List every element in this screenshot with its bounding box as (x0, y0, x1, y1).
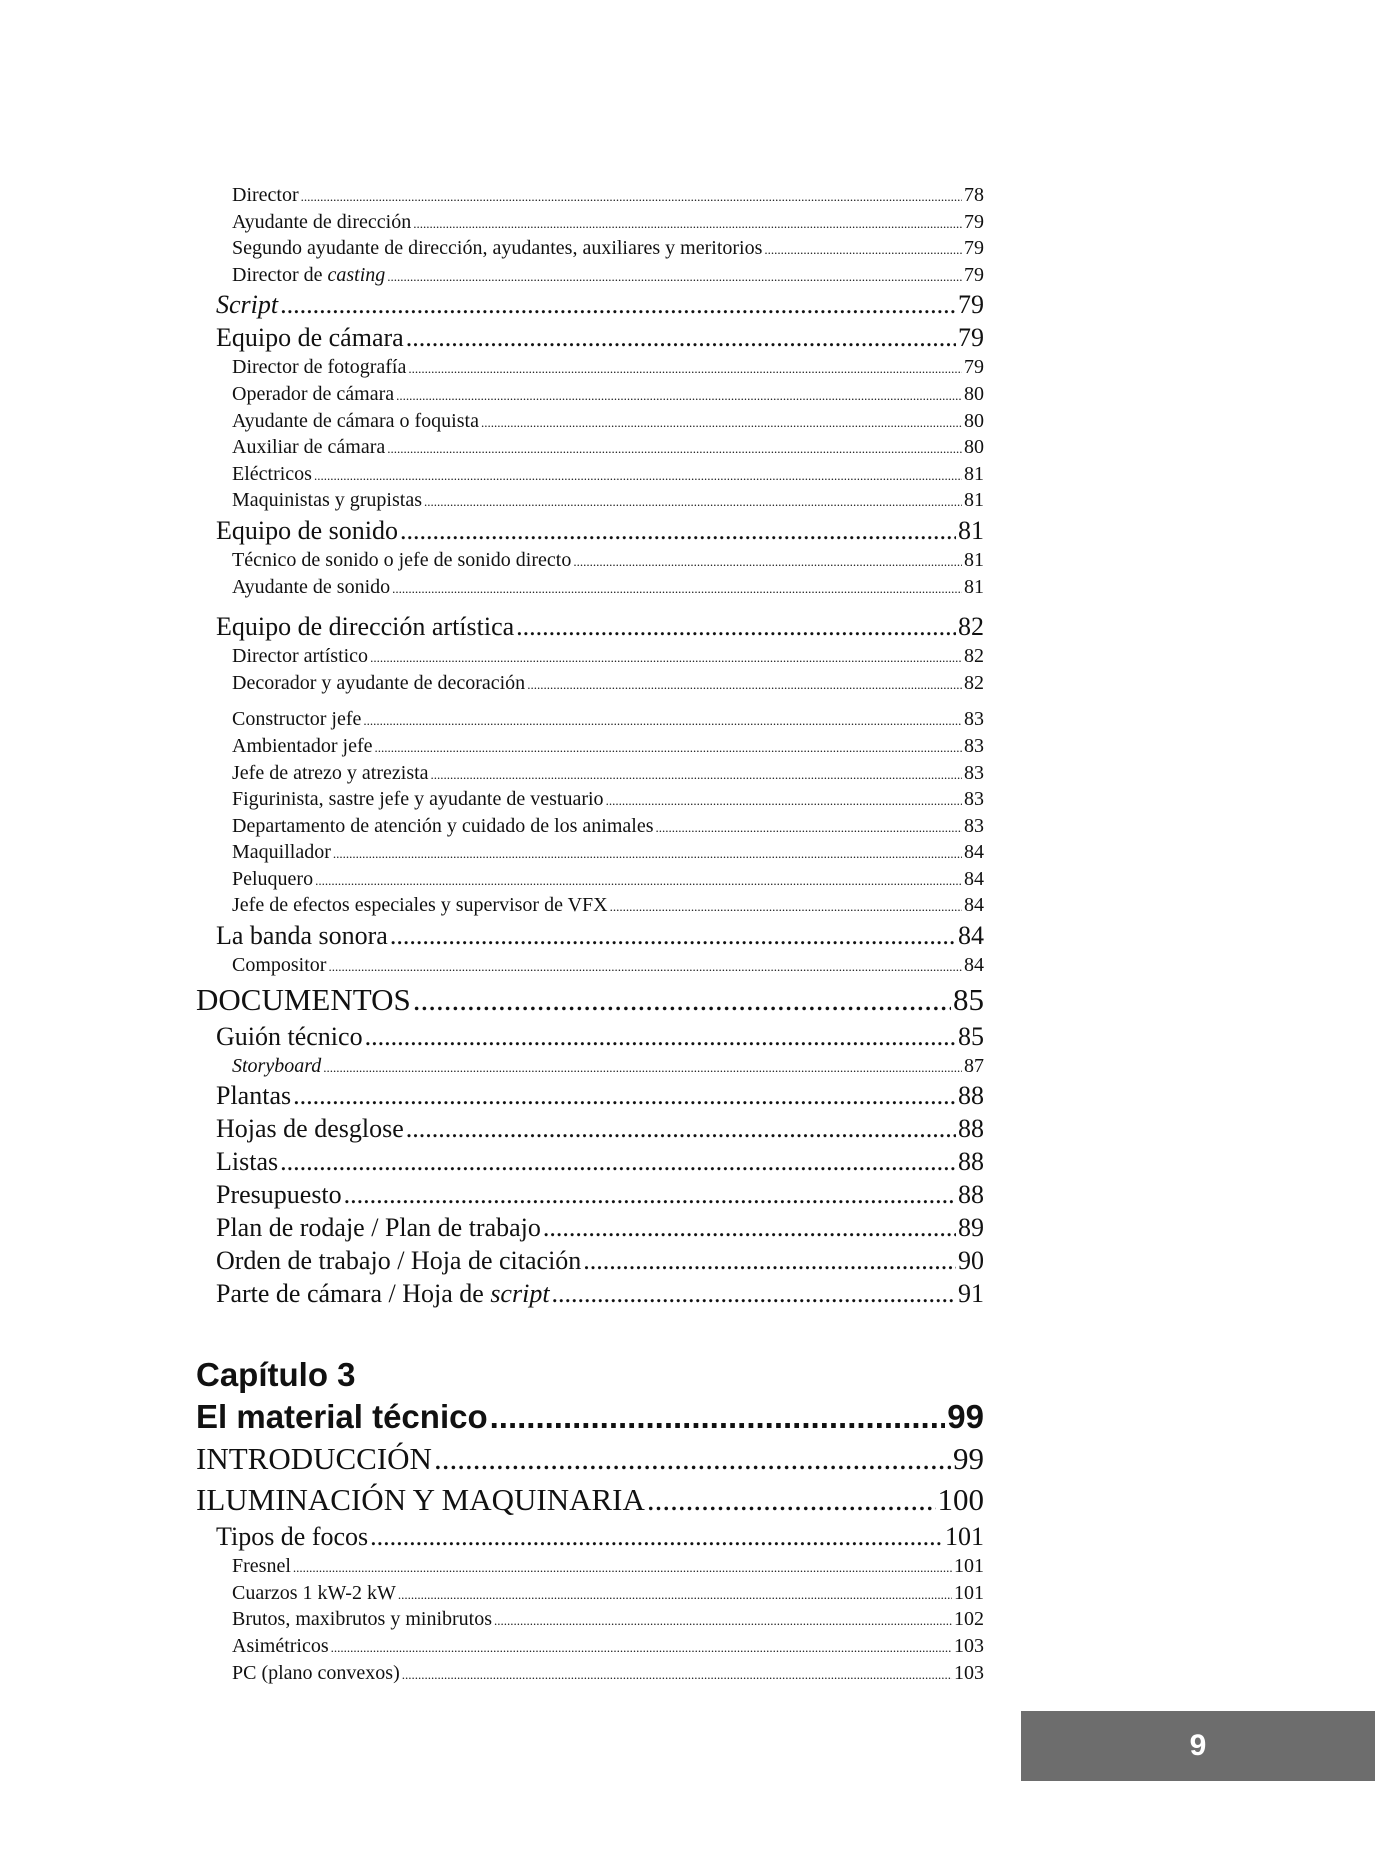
toc-entry-level-3[interactable] (196, 461, 984, 488)
toc-entry-title (216, 1277, 550, 1310)
toc-entry-page: 87 (964, 1054, 984, 1077)
toc-entry-level-2[interactable] (196, 919, 984, 952)
toc-leader-dots (314, 463, 962, 490)
toc-entry-page: 84 (958, 921, 984, 951)
toc-entry-title (216, 288, 278, 321)
toc-leader-dots (333, 841, 962, 868)
toc-entry-level-2[interactable] (196, 1020, 984, 1053)
toc-entry-level-3[interactable] (196, 381, 984, 408)
toc-leader-dots (583, 1244, 956, 1277)
toc-entry-title: INTRODUCCIÓN (196, 1441, 432, 1477)
toc-entry-page: 79 (958, 323, 984, 353)
toc-entry-page: 90 (958, 1246, 984, 1276)
toc-entry-page: 80 (964, 409, 984, 432)
toc-leader-dots (413, 211, 962, 238)
page-number-tab (1021, 1711, 1375, 1781)
toc-leader-dots (434, 1438, 951, 1479)
toc-leader-dots (387, 436, 962, 463)
toc-entry-page: 80 (964, 382, 984, 405)
toc-entry-title: Decorador y ayudante de decoración (232, 671, 526, 694)
toc-leader-dots (406, 1112, 956, 1145)
toc-entry-title: Ayudante de sonido (232, 575, 391, 598)
toc-entry-level-3[interactable] (196, 354, 984, 381)
toc-entry-title: Brutos, maxibrutos y minibrutos (232, 1608, 492, 1631)
toc-entry-title-plain: Director de (232, 263, 328, 286)
toc-entry-page: 88 (958, 1180, 984, 1210)
toc-entry-title: Director (232, 184, 299, 206)
toc-entry-page: 88 (958, 1147, 984, 1177)
toc-entry-page: 103 (954, 1661, 984, 1684)
toc-entry-level-2[interactable] (196, 321, 984, 354)
toc-leader-dots (398, 1582, 952, 1609)
toc-entry-title: Equipo de dirección artística (216, 612, 515, 642)
toc-entry-level-3[interactable] (196, 1553, 984, 1580)
toc-entry-level-2[interactable] (196, 1112, 984, 1145)
toc-entry-title: Constructor jefe (232, 708, 362, 731)
toc-entry-title: La banda sonora (216, 921, 388, 951)
toc-leader-dots (390, 919, 956, 952)
toc-entry-title-italic: Storyboard (232, 1054, 322, 1077)
toc-entry-level-3[interactable] (196, 1633, 984, 1660)
toc-entry-title: Operador de cámara (232, 382, 395, 405)
toc-entry-page: 85 (953, 981, 984, 1017)
toc-entry-level-3[interactable] (196, 706, 984, 733)
toc-entry-level-3[interactable] (196, 670, 984, 697)
toc-entry-page: 84 (964, 867, 984, 890)
toc-entry-title: DOCUMENTOS (196, 981, 411, 1017)
toc-entry-level-2[interactable] (196, 288, 984, 321)
toc-entry-page: 102 (954, 1608, 984, 1631)
toc-leader-dots (365, 1020, 956, 1053)
toc-entry-level-3[interactable] (196, 952, 984, 979)
toc-entry-level-3[interactable] (196, 1580, 984, 1607)
toc-leader-dots (527, 672, 962, 699)
toc-entry-title: Presupuesto (216, 1180, 342, 1210)
toc-leader-dots (323, 1055, 962, 1082)
toc-entry-title: Hojas de desglose (216, 1114, 404, 1144)
toc-leader-dots (573, 549, 962, 576)
toc-entry-level-3[interactable] (196, 1660, 984, 1687)
toc-entry-title-italic: script (490, 1279, 550, 1309)
toc-leader-dots (413, 979, 951, 1020)
toc-entry-page: 81 (964, 575, 984, 598)
toc-leader-dots (424, 489, 962, 516)
toc-entry-title: Segundo ayudante de dirección, ayudantes, auxiliares y meritorios (232, 237, 763, 260)
toc-entry-title: Peluquero (232, 867, 314, 890)
toc-entry-level-3[interactable] (196, 182, 984, 209)
toc-entry-level-2[interactable] (196, 1244, 984, 1277)
toc-entry-title (232, 1053, 321, 1080)
toc-entry-page: 82 (964, 645, 984, 668)
toc-entry-page: 79 (964, 210, 984, 233)
toc-entry-title (232, 262, 385, 289)
toc-entry-page: 88 (958, 1081, 984, 1111)
toc-entry-chapter-title[interactable] (196, 1396, 984, 1438)
toc-leader-dots (656, 815, 962, 842)
toc-leader-dots (764, 237, 962, 264)
toc-entry-page: 101 (954, 1581, 984, 1604)
toc-entry-page: 89 (958, 1213, 984, 1243)
toc-entry-level-3[interactable] (196, 574, 984, 601)
toc-leader-dots (406, 321, 956, 354)
toc-entry-page: 83 (964, 761, 984, 784)
toc-entry-level-3[interactable] (196, 866, 984, 893)
toc-leader-dots (516, 610, 956, 643)
toc-leader-dots (606, 788, 962, 815)
toc-entry-title-plain: Parte de cámara / Hoja de (216, 1279, 491, 1309)
toc-entry-title: Técnico de sonido o jefe de sonido directo (232, 548, 572, 571)
toc-leader-dots (481, 410, 962, 437)
toc-entry-page: 91 (958, 1279, 984, 1309)
toc-entry-title-italic: casting (327, 263, 386, 286)
toc-leader-dots (293, 1079, 956, 1112)
toc-entry-level-3[interactable] (196, 760, 984, 787)
toc-entry-level-2[interactable] (196, 1145, 984, 1178)
toc-leader-dots (396, 383, 962, 410)
toc-entry-title: Maquinistas y grupistas (232, 489, 422, 512)
toc-entry-level-2[interactable] (196, 1079, 984, 1112)
toc-entry-title: Director artístico (232, 645, 369, 668)
toc-entry-page: 101 (945, 1522, 984, 1552)
toc-entry-title: Equipo de sonido (216, 515, 398, 545)
toc-entry-page: 84 (964, 954, 984, 977)
toc-leader-dots (363, 708, 962, 735)
toc-entry-title: Cuarzos 1 kW-2 kW (232, 1581, 396, 1604)
toc-entry-page: 83 (964, 734, 984, 757)
toc-entry-title: Director de fotografía (232, 356, 407, 379)
toc-entry-page: 84 (964, 841, 984, 864)
toc-entry-page: 83 (964, 708, 984, 731)
toc-leader-dots (408, 356, 962, 383)
toc-leader-dots (387, 264, 962, 291)
toc-entry-level-3[interactable] (196, 1053, 984, 1080)
toc-entry-level-2[interactable] (196, 1277, 984, 1310)
toc-entry-title: Ayudante de cámara o foquista (232, 409, 479, 432)
toc-entry-page: 99 (947, 1398, 984, 1436)
toc-entry-level-3[interactable] (196, 643, 984, 670)
table-of-contents (196, 182, 984, 1686)
toc-entry-page: 81 (958, 515, 984, 545)
toc-entry-title: PC (plano convexos) (232, 1661, 400, 1684)
toc-entry-page: 81 (964, 489, 984, 512)
toc-entry-page: 79 (964, 263, 984, 286)
toc-leader-dots (610, 894, 962, 921)
toc-entry-page: 82 (964, 671, 984, 694)
toc-leader-dots (301, 184, 962, 211)
toc-entry-title: Figurinista, sastre jefe y ayudante de vestuario (232, 788, 604, 811)
toc-leader-dots (402, 1662, 952, 1689)
toc-entry-title: Ayudante de dirección (232, 210, 412, 233)
toc-entry-title: Departamento de atención y cuidado de los animales (232, 814, 654, 837)
toc-entry-page: 79 (964, 356, 984, 379)
toc-leader-dots (280, 1145, 956, 1178)
toc-entry-page: 88 (958, 1114, 984, 1144)
toc-entry-level-2[interactable] (196, 514, 984, 547)
toc-entry-title: El material técnico (196, 1398, 488, 1436)
toc-entry-page: 81 (964, 548, 984, 571)
toc-entry-level-1[interactable] (196, 1438, 984, 1479)
toc-entry-title: Asimétricos (232, 1635, 329, 1658)
toc-leader-dots (494, 1608, 952, 1635)
toc-entry-title: Plantas (216, 1081, 292, 1111)
toc-entry-page: 83 (964, 788, 984, 811)
toc-entry-level-3[interactable] (196, 408, 984, 435)
toc-entry-level-3[interactable] (196, 434, 984, 461)
toc-entry-title: Fresnel (232, 1555, 291, 1578)
toc-entry-page: 79 (958, 290, 984, 320)
toc-entry-title: Plan de rodaje / Plan de trabajo (216, 1213, 541, 1243)
toc-entry-title: Tipos de focos (216, 1522, 369, 1552)
toc-leader-dots (370, 645, 962, 672)
toc-entry-page: 101 (954, 1555, 984, 1578)
toc-entry-title: Guión técnico (216, 1021, 363, 1051)
toc-entry-title: ILUMINACIÓN Y MAQUINARIA (196, 1482, 645, 1518)
toc-leader-dots (370, 1520, 943, 1553)
toc-entry-level-2[interactable] (196, 1178, 984, 1211)
toc-entry-title: Auxiliar de cámara (232, 436, 386, 459)
toc-entry-level-3[interactable] (196, 487, 984, 514)
toc-entry-page: 103 (954, 1635, 984, 1658)
toc-entry-title: Maquillador (232, 841, 331, 864)
toc-leader-dots (344, 1178, 956, 1211)
toc-leader-dots (647, 1479, 936, 1520)
toc-leader-dots (375, 735, 963, 762)
chapter-gap (196, 1310, 984, 1354)
toc-entry-level-1[interactable] (196, 1479, 984, 1520)
toc-entry-level-3[interactable] (196, 209, 984, 236)
toc-entry-title: Ambientador jefe (232, 734, 373, 757)
toc-leader-dots (331, 1635, 952, 1662)
toc-section-chapter-2 (196, 182, 984, 1310)
toc-leader-dots (293, 1555, 952, 1582)
toc-entry-page: 78 (964, 184, 984, 206)
toc-leader-dots (392, 576, 962, 603)
toc-entry-level-3[interactable] (196, 1606, 984, 1633)
toc-entry-level-3[interactable] (196, 235, 984, 262)
toc-entry-level-3[interactable] (196, 547, 984, 574)
toc-leader-dots (315, 868, 962, 895)
toc-entry-title: Listas (216, 1147, 279, 1177)
toc-entry-level-3[interactable] (196, 813, 984, 840)
toc-entry-level-3[interactable] (196, 892, 984, 919)
toc-section-chapter-3 (196, 1438, 984, 1686)
toc-entry-title: Equipo de cámara (216, 323, 404, 353)
toc-entry-level-3[interactable] (196, 262, 984, 289)
toc-entry-page: 99 (953, 1441, 984, 1477)
toc-leader-dots (543, 1211, 956, 1244)
toc-entry-title: Jefe de efectos especiales y supervisor de VFX (232, 894, 608, 917)
toc-entry-page: 100 (937, 1482, 984, 1518)
toc-entry-title: Eléctricos (232, 462, 312, 485)
toc-entry-level-2[interactable] (196, 610, 984, 643)
toc-entry-level-1[interactable] (196, 979, 984, 1020)
toc-entry-page: 80 (964, 436, 984, 459)
toc-entry-level-3[interactable] (196, 839, 984, 866)
toc-entry-page: 79 (964, 237, 984, 260)
toc-entry-page: 82 (958, 612, 984, 642)
toc-entry-title: Compositor (232, 954, 327, 977)
toc-entry-level-3[interactable] (196, 733, 984, 760)
toc-entry-page: 84 (964, 894, 984, 917)
toc-entry-level-3[interactable] (196, 786, 984, 813)
toc-leader-dots (400, 514, 956, 547)
toc-entry-page: 83 (964, 814, 984, 837)
toc-entry-page: 81 (964, 462, 984, 485)
toc-leader-dots (280, 288, 956, 321)
toc-entry-page: 85 (958, 1021, 984, 1051)
toc-entry-title: Orden de trabajo / Hoja de citación (216, 1246, 582, 1276)
toc-leader-dots (431, 762, 962, 789)
toc-entry-title-italic: Script (216, 290, 279, 320)
toc-leader-dots (328, 954, 962, 981)
toc-entry-level-2[interactable] (196, 1211, 984, 1244)
page-number: 9 (1189, 1729, 1207, 1762)
toc-entry-title: Jefe de atrezo y atrezista (232, 761, 429, 784)
chapter-label: Capítulo 3 (196, 1356, 356, 1394)
toc-leader-dots (552, 1277, 956, 1310)
toc-leader-dots (490, 1396, 946, 1438)
toc-entry-level-2[interactable] (196, 1520, 984, 1553)
